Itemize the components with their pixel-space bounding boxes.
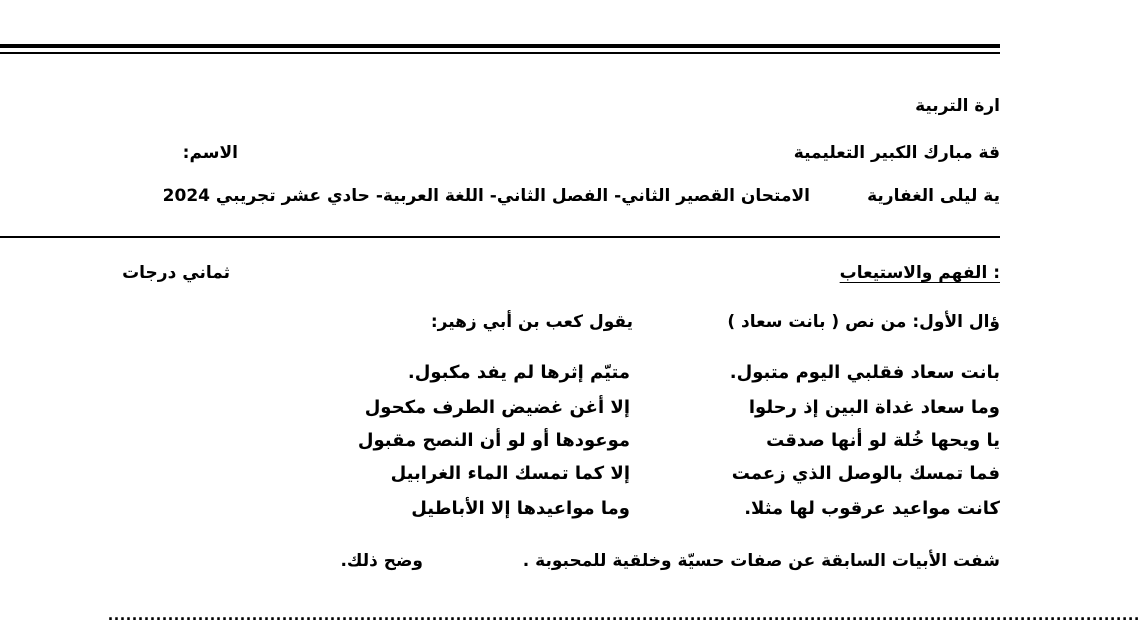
poem-verse-5-right: كانت مواعيد عرقوب لها مثلا. (744, 498, 1000, 519)
header-top-rule-inner (0, 52, 1000, 54)
task-instruction: وضح ذلك. (340, 551, 423, 571)
header-top-rule (0, 44, 1000, 48)
section-title: : الفهم والاستيعاب (839, 263, 1000, 283)
exam-title: الامتحان القصير الثاني- الفصل الثاني- اللغة العربية- حادي عشر تجريبي 2024 (162, 186, 810, 206)
poem-verse-1-right: بانت سعاد فقلبي اليوم متبول. (729, 362, 1000, 383)
poet-line: يقول كعب بن أبي زهير: (430, 312, 633, 332)
school-name: ية ليلى الغفارية (867, 186, 1000, 206)
section-marks: ثماني درجات (122, 263, 230, 283)
poem-verse-3-right: يا ويحها خُلة لو أنها صدقت (766, 430, 1000, 451)
region-label: قة مبارك الكبير التعليمية (793, 143, 1000, 163)
poem-verse-4-left: إلا كما تمسك الماء الغرابيل (390, 463, 630, 484)
poem-verse-4-right: فما تمسك بالوصل الذي زعمت (731, 463, 1000, 484)
poem-verse-2-right: وما سعاد غداة البين إذ رحلوا (748, 397, 1000, 418)
task-text: شفت الأبيات السابقة عن صفات حسيّة وخلقية للمحبوبة . (522, 551, 1000, 571)
poem-verse-5-left: وما مواعيدها إلا الأباطيل (411, 498, 630, 519)
poem-verse-1-left: متيّم إثرها لم يفد مكبول. (407, 362, 630, 383)
poem-verse-2-left: إلا أغن غضيض الطرف مكحول (364, 397, 630, 418)
question-label: ؤال الأول: من نص ( بانت سعاد ) (727, 312, 1000, 332)
ministry-label: ارة التربية (915, 96, 1000, 116)
answer-line: ............................................................................................................................................................................ (108, 604, 1140, 624)
student-name-label: الاسم: (182, 143, 238, 163)
header-bottom-rule (0, 236, 1000, 238)
poem-verse-3-left: موعودها أو لو أن النصح مقبول (357, 430, 630, 451)
